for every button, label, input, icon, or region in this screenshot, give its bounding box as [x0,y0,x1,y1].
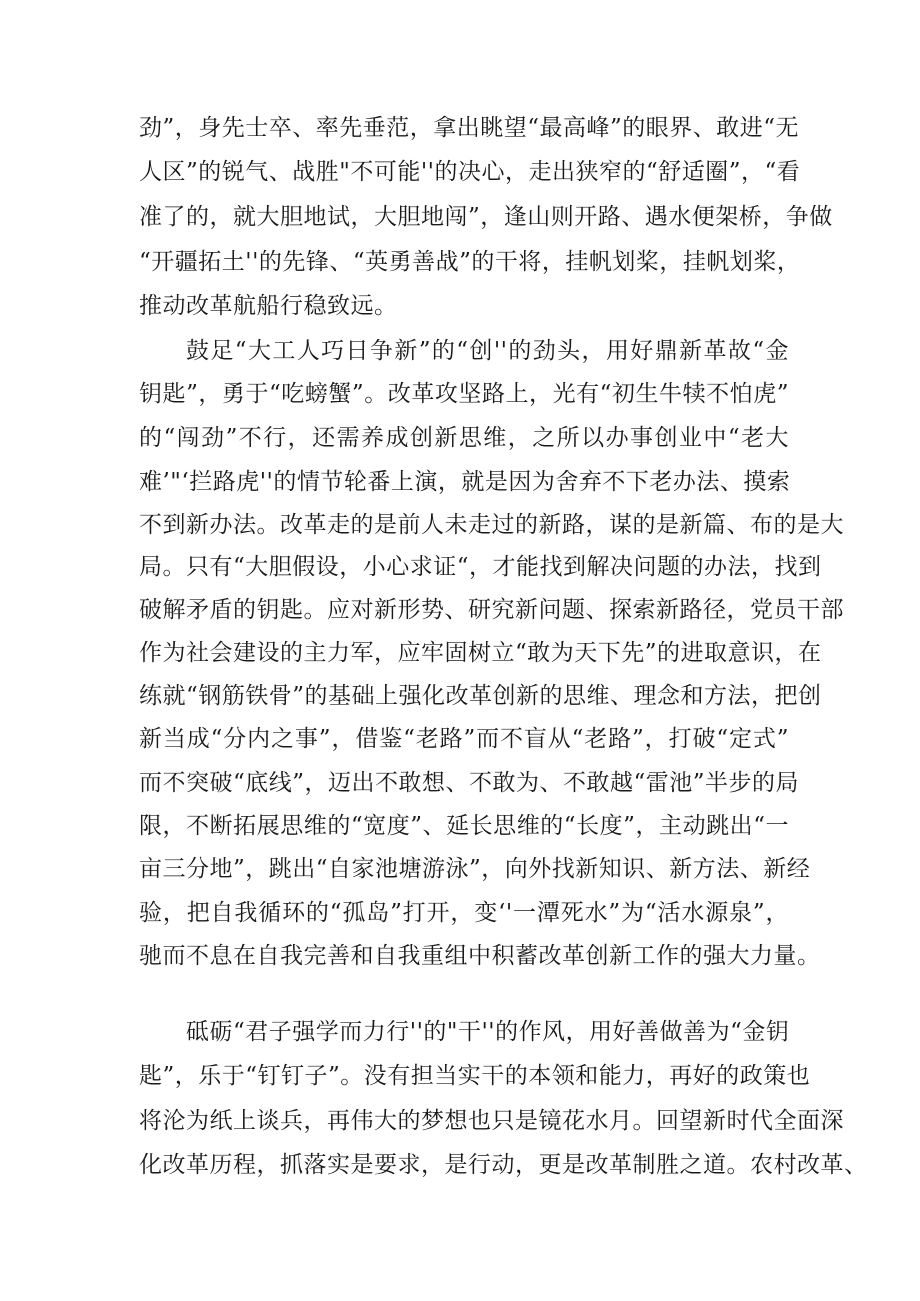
text-line: 破解矛盾的钥匙。应对新形势、研究新问题、探索新路径，党员干部 [139,597,844,623]
text-line: 匙”，乐于“钉钉子”。没有担当实干的本领和能力，再好的政策也 [139,1063,811,1089]
text-line: 不到新办法。改革走的是前人未走过的新路，谋的是新篇、布的是大 [139,512,844,538]
text-line: 限，不断拓展思维的“宽度”、延长思维的“长度”，主动跳出“一 [139,813,789,839]
text-line: 钥匙”，勇于“吃螃蟹”。改革攻坚路上，光有“初生牛犊不怕虎” [139,381,789,407]
text-line: 验，把自我循环的“孤岛”打开，变‘'一潭死水”为“活水源泉”， [139,900,789,926]
paragraph-first-line: 砥砺“君子强学而力行''的"干''的作风，用好善做善为“金钥 [186,1019,790,1045]
text-line: 将沦为纸上谈兵，再伟大的梦想也只是镜花水月。回望新时代全面深 [139,1108,844,1134]
text-line: 而不突破“底线”，迈出不敢想、不敢为、不敢越“雷池”半步的局 [139,770,800,796]
text-line: 作为社会建设的主力军，应牢固树立“敢为天下先”的进取意识，在 [139,640,822,666]
text-line: “开疆拓土''的先锋、“英勇善战”的干将，挂帆划桨，挂帆划桨， [139,249,801,275]
text-line: 人区”的锐气、战胜"不可能''的决心，走出狭窄的“舒适圈”，“看 [139,159,801,185]
text-line: 局。只有“大胆假设，小心求证“，才能找到解决问题的办法，找到 [139,554,822,580]
text-line: 化改革历程，抓落实是要求，是行动，更是改革制胜之道。农村改革、 [139,1152,868,1178]
text-line: 劲”，身先士卒、率先垂范，拿出眺望“最高峰”的眼界、敢进“无 [139,115,800,141]
text-line: 的“闯劲”不行，还需养成创新思维，之所以办事创业中“老大 [139,425,789,451]
text-line: 亩三分地”，跳出“自家池塘游泳”，向外找新知识、新方法、新经 [139,856,811,882]
text-line: 驰而不息在自我完善和自我重组中积蓄改革创新工作的强大力量。 [139,943,821,969]
text-line: 准了的，就大胆地试，大胆地闯”，逢山则开路、遇水便架桥，争做 [139,204,833,230]
text-line: 新当成“分内之事”，借鉴“老路”而不盲从“老路”，打破“定式” [139,726,789,752]
text-line: 练就“钢筋铁骨”的基础上强化改革创新的思维、理念和方法，把创 [139,683,822,709]
text-line: 难’"‘拦路虎''的情节轮番上演，就是因为舍弃不下老办法、摸索 [139,469,791,495]
text-line: 推动改革航船行稳致远。 [139,293,398,319]
paragraph-first-line: 鼓足“大工人巧日争新”的“创''的劲头，用好鼎新革故“金 [186,338,789,364]
